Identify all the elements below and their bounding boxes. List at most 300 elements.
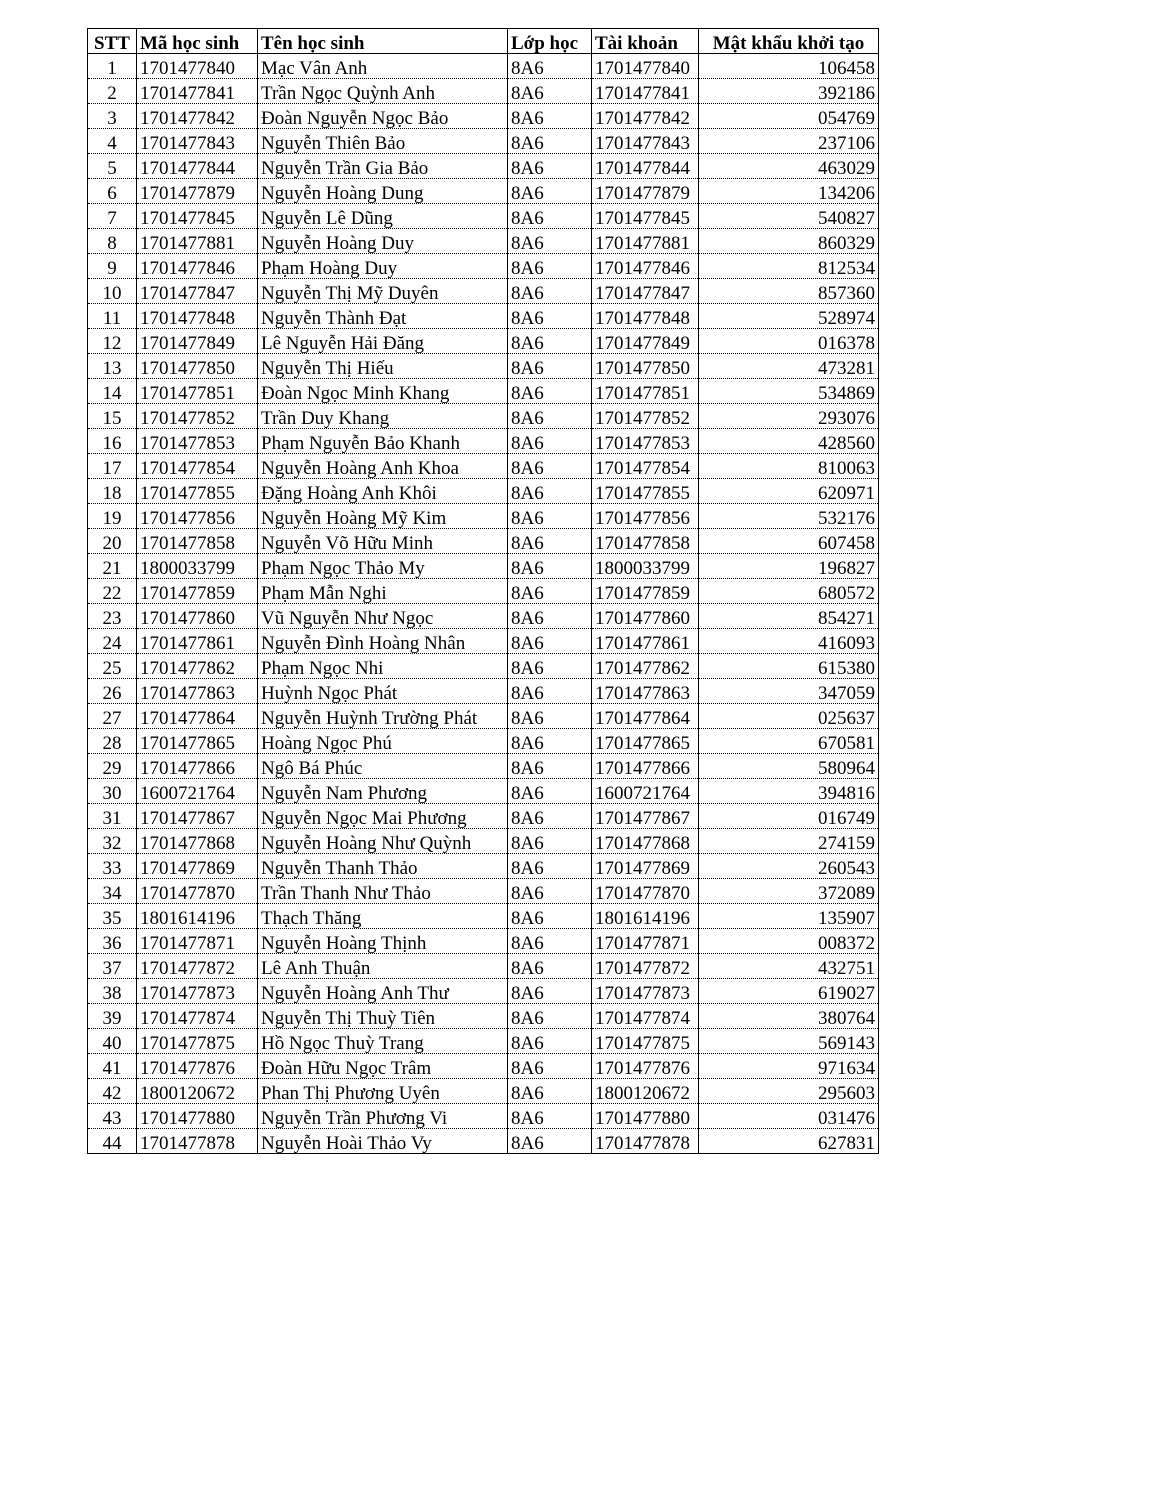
cell-stt: 2 bbox=[88, 79, 137, 104]
cell-student-id: 1701477847 bbox=[137, 279, 258, 304]
table-row bbox=[88, 1004, 879, 1029]
cell-student-id: 1701477879 bbox=[137, 179, 258, 204]
cell-initial-password: 025637 bbox=[699, 704, 879, 729]
cell-class: 8A6 bbox=[508, 329, 592, 354]
cell-student-name: Trần Thanh Như Thảo bbox=[258, 879, 508, 904]
cell-student-name: Nguyễn Hoàng Anh Khoa bbox=[258, 454, 508, 479]
cell-initial-password: 428560 bbox=[699, 429, 879, 454]
cell-account: 1701477847 bbox=[592, 279, 699, 304]
table-row bbox=[88, 1054, 879, 1079]
table-row bbox=[88, 979, 879, 1004]
cell-stt: 26 bbox=[88, 679, 137, 704]
cell-student-name: Nguyễn Võ Hữu Minh bbox=[258, 529, 508, 554]
cell-stt: 17 bbox=[88, 454, 137, 479]
cell-account: 1600721764 bbox=[592, 779, 699, 804]
cell-student-name: Trần Duy Khang bbox=[258, 404, 508, 429]
cell-student-id: 1701477854 bbox=[137, 454, 258, 479]
cell-initial-password: 854271 bbox=[699, 604, 879, 629]
cell-class: 8A6 bbox=[508, 579, 592, 604]
cell-class: 8A6 bbox=[508, 1129, 592, 1154]
cell-account: 1701477867 bbox=[592, 804, 699, 829]
cell-account: 1701477846 bbox=[592, 254, 699, 279]
cell-student-name: Phạm Ngọc Nhi bbox=[258, 654, 508, 679]
cell-student-id: 1701477856 bbox=[137, 504, 258, 529]
table-row bbox=[88, 604, 879, 629]
table-row bbox=[88, 779, 879, 804]
cell-student-id: 1800033799 bbox=[137, 554, 258, 579]
table-row bbox=[88, 704, 879, 729]
cell-class: 8A6 bbox=[508, 1004, 592, 1029]
cell-stt: 16 bbox=[88, 429, 137, 454]
header-account: Tài khoản bbox=[592, 29, 699, 54]
cell-account: 1701477840 bbox=[592, 54, 699, 79]
cell-student-id: 1701477841 bbox=[137, 79, 258, 104]
cell-student-name: Nguyễn Đình Hoàng Nhân bbox=[258, 629, 508, 654]
cell-student-name: Nguyễn Hoàng Duy bbox=[258, 229, 508, 254]
cell-initial-password: 135907 bbox=[699, 904, 879, 929]
cell-stt: 12 bbox=[88, 329, 137, 354]
cell-account: 1701477855 bbox=[592, 479, 699, 504]
cell-account: 1701477868 bbox=[592, 829, 699, 854]
cell-student-name: Đặng Hoàng Anh Khôi bbox=[258, 479, 508, 504]
cell-initial-password: 016749 bbox=[699, 804, 879, 829]
cell-account: 1701477871 bbox=[592, 929, 699, 954]
cell-class: 8A6 bbox=[508, 654, 592, 679]
cell-account: 1701477878 bbox=[592, 1129, 699, 1154]
cell-student-id: 1701477844 bbox=[137, 154, 258, 179]
cell-student-name: Nguyễn Trần Gia Bảo bbox=[258, 154, 508, 179]
cell-class: 8A6 bbox=[508, 479, 592, 504]
cell-account: 1701477864 bbox=[592, 704, 699, 729]
cell-initial-password: 392186 bbox=[699, 79, 879, 104]
cell-student-name: Lê Anh Thuận bbox=[258, 954, 508, 979]
cell-stt: 21 bbox=[88, 554, 137, 579]
cell-class: 8A6 bbox=[508, 229, 592, 254]
cell-initial-password: 054769 bbox=[699, 104, 879, 129]
cell-initial-password: 580964 bbox=[699, 754, 879, 779]
cell-student-name: Nguyễn Hoàng Dung bbox=[258, 179, 508, 204]
cell-student-name: Vũ Nguyễn Như Ngọc bbox=[258, 604, 508, 629]
cell-account: 1801614196 bbox=[592, 904, 699, 929]
cell-initial-password: 619027 bbox=[699, 979, 879, 1004]
cell-initial-password: 528974 bbox=[699, 304, 879, 329]
cell-initial-password: 295603 bbox=[699, 1079, 879, 1104]
cell-class: 8A6 bbox=[508, 254, 592, 279]
cell-student-id: 1701477870 bbox=[137, 879, 258, 904]
cell-student-name: Nguyễn Thành Đạt bbox=[258, 304, 508, 329]
cell-class: 8A6 bbox=[508, 879, 592, 904]
cell-student-id: 1701477875 bbox=[137, 1029, 258, 1054]
header-stt: STT bbox=[88, 29, 137, 54]
cell-student-id: 1701477871 bbox=[137, 929, 258, 954]
header-initial-password: Mật khẩu khởi tạo bbox=[699, 29, 879, 54]
table-row bbox=[88, 554, 879, 579]
cell-account: 1701477849 bbox=[592, 329, 699, 354]
cell-class: 8A6 bbox=[508, 1104, 592, 1129]
cell-account: 1701477874 bbox=[592, 1004, 699, 1029]
table-row bbox=[88, 229, 879, 254]
cell-initial-password: 569143 bbox=[699, 1029, 879, 1054]
cell-stt: 24 bbox=[88, 629, 137, 654]
cell-account: 1701477851 bbox=[592, 379, 699, 404]
cell-class: 8A6 bbox=[508, 404, 592, 429]
cell-stt: 3 bbox=[88, 104, 137, 129]
cell-class: 8A6 bbox=[508, 104, 592, 129]
cell-student-name: Ngô Bá Phúc bbox=[258, 754, 508, 779]
cell-initial-password: 347059 bbox=[699, 679, 879, 704]
header-row bbox=[88, 29, 879, 54]
cell-initial-password: 860329 bbox=[699, 229, 879, 254]
table-row bbox=[88, 1079, 879, 1104]
cell-student-name: Phan Thị Phương Uyên bbox=[258, 1079, 508, 1104]
cell-stt: 36 bbox=[88, 929, 137, 954]
cell-student-id: 1701477852 bbox=[137, 404, 258, 429]
cell-student-id: 1701477855 bbox=[137, 479, 258, 504]
cell-initial-password: 016378 bbox=[699, 329, 879, 354]
cell-class: 8A6 bbox=[508, 1054, 592, 1079]
cell-student-id: 1701477863 bbox=[137, 679, 258, 704]
cell-stt: 4 bbox=[88, 129, 137, 154]
cell-class: 8A6 bbox=[508, 504, 592, 529]
cell-stt: 6 bbox=[88, 179, 137, 204]
cell-student-name: Nguyễn Thị Mỹ Duyên bbox=[258, 279, 508, 304]
cell-student-name: Nguyễn Nam Phương bbox=[258, 779, 508, 804]
table-row bbox=[88, 1129, 879, 1154]
table-row bbox=[88, 204, 879, 229]
table-row bbox=[88, 329, 879, 354]
cell-student-id: 1701477845 bbox=[137, 204, 258, 229]
table-row bbox=[88, 929, 879, 954]
cell-stt: 38 bbox=[88, 979, 137, 1004]
cell-class: 8A6 bbox=[508, 54, 592, 79]
table-row bbox=[88, 154, 879, 179]
cell-class: 8A6 bbox=[508, 129, 592, 154]
table-row bbox=[88, 729, 879, 754]
cell-initial-password: 416093 bbox=[699, 629, 879, 654]
cell-class: 8A6 bbox=[508, 679, 592, 704]
cell-initial-password: 260543 bbox=[699, 854, 879, 879]
cell-student-id: 1701477867 bbox=[137, 804, 258, 829]
cell-student-name: Nguyễn Hoàng Mỹ Kim bbox=[258, 504, 508, 529]
cell-initial-password: 627831 bbox=[699, 1129, 879, 1154]
cell-class: 8A6 bbox=[508, 454, 592, 479]
cell-account: 1701477862 bbox=[592, 654, 699, 679]
cell-stt: 19 bbox=[88, 504, 137, 529]
table-row bbox=[88, 879, 879, 904]
cell-class: 8A6 bbox=[508, 804, 592, 829]
cell-account: 1701477873 bbox=[592, 979, 699, 1004]
cell-stt: 20 bbox=[88, 529, 137, 554]
cell-stt: 22 bbox=[88, 579, 137, 604]
cell-account: 1701477865 bbox=[592, 729, 699, 754]
cell-account: 1701477872 bbox=[592, 954, 699, 979]
cell-initial-password: 540827 bbox=[699, 204, 879, 229]
cell-account: 1701477845 bbox=[592, 204, 699, 229]
cell-initial-password: 134206 bbox=[699, 179, 879, 204]
cell-account: 1701477876 bbox=[592, 1054, 699, 1079]
cell-initial-password: 534869 bbox=[699, 379, 879, 404]
cell-student-id: 1701477850 bbox=[137, 354, 258, 379]
cell-student-id: 1701477881 bbox=[137, 229, 258, 254]
cell-student-id: 1701477853 bbox=[137, 429, 258, 454]
cell-student-id: 1701477876 bbox=[137, 1054, 258, 1079]
cell-account: 1701477844 bbox=[592, 154, 699, 179]
cell-initial-password: 971634 bbox=[699, 1054, 879, 1079]
cell-account: 1800033799 bbox=[592, 554, 699, 579]
cell-student-name: Hoàng Ngọc Phú bbox=[258, 729, 508, 754]
cell-stt: 43 bbox=[88, 1104, 137, 1129]
cell-initial-password: 670581 bbox=[699, 729, 879, 754]
cell-student-id: 1701477878 bbox=[137, 1129, 258, 1154]
cell-account: 1701477880 bbox=[592, 1104, 699, 1129]
cell-stt: 37 bbox=[88, 954, 137, 979]
table-row bbox=[88, 654, 879, 679]
cell-account: 1701477859 bbox=[592, 579, 699, 604]
header-student-id: Mã học sinh bbox=[137, 29, 258, 54]
table-row bbox=[88, 104, 879, 129]
table-row bbox=[88, 954, 879, 979]
cell-class: 8A6 bbox=[508, 929, 592, 954]
cell-stt: 10 bbox=[88, 279, 137, 304]
cell-account: 1701477852 bbox=[592, 404, 699, 429]
table-row bbox=[88, 254, 879, 279]
cell-initial-password: 008372 bbox=[699, 929, 879, 954]
cell-student-name: Nguyễn Thị Hiếu bbox=[258, 354, 508, 379]
cell-initial-password: 106458 bbox=[699, 54, 879, 79]
cell-student-id: 1701477866 bbox=[137, 754, 258, 779]
table-row bbox=[88, 804, 879, 829]
cell-stt: 5 bbox=[88, 154, 137, 179]
cell-student-name: Đoàn Hữu Ngọc Trâm bbox=[258, 1054, 508, 1079]
table-row bbox=[88, 379, 879, 404]
header-student-name: Tên học sinh bbox=[258, 29, 508, 54]
cell-account: 1701477843 bbox=[592, 129, 699, 154]
cell-student-id: 1701477864 bbox=[137, 704, 258, 729]
cell-stt: 7 bbox=[88, 204, 137, 229]
cell-stt: 39 bbox=[88, 1004, 137, 1029]
cell-student-name: Nguyễn Trần Phương Vi bbox=[258, 1104, 508, 1129]
cell-stt: 42 bbox=[88, 1079, 137, 1104]
cell-account: 1701477842 bbox=[592, 104, 699, 129]
cell-stt: 14 bbox=[88, 379, 137, 404]
cell-student-name: Phạm Ngọc Thảo My bbox=[258, 554, 508, 579]
table-row bbox=[88, 1029, 879, 1054]
cell-account: 1701477863 bbox=[592, 679, 699, 704]
table-row bbox=[88, 179, 879, 204]
cell-student-id: 1701477859 bbox=[137, 579, 258, 604]
cell-account: 1701477858 bbox=[592, 529, 699, 554]
table-row bbox=[88, 79, 879, 104]
table-row bbox=[88, 904, 879, 929]
table-row bbox=[88, 454, 879, 479]
cell-stt: 15 bbox=[88, 404, 137, 429]
cell-initial-password: 607458 bbox=[699, 529, 879, 554]
cell-student-name: Nguyễn Thiên Bảo bbox=[258, 129, 508, 154]
cell-student-name: Nguyễn Hoài Thảo Vy bbox=[258, 1129, 508, 1154]
cell-student-name: Thạch Thăng bbox=[258, 904, 508, 929]
cell-student-name: Nguyễn Ngọc Mai Phương bbox=[258, 804, 508, 829]
table-row bbox=[88, 1104, 879, 1129]
cell-student-id: 1701477860 bbox=[137, 604, 258, 629]
table-row bbox=[88, 854, 879, 879]
cell-student-id: 1701477865 bbox=[137, 729, 258, 754]
cell-initial-password: 372089 bbox=[699, 879, 879, 904]
table-row bbox=[88, 754, 879, 779]
cell-student-id: 1701477868 bbox=[137, 829, 258, 854]
cell-class: 8A6 bbox=[508, 954, 592, 979]
cell-stt: 34 bbox=[88, 879, 137, 904]
cell-class: 8A6 bbox=[508, 529, 592, 554]
table-row bbox=[88, 129, 879, 154]
cell-student-name: Nguyễn Huỳnh Trường Phát bbox=[258, 704, 508, 729]
cell-student-id: 1701477846 bbox=[137, 254, 258, 279]
table-row bbox=[88, 429, 879, 454]
cell-student-id: 1701477843 bbox=[137, 129, 258, 154]
cell-initial-password: 463029 bbox=[699, 154, 879, 179]
cell-student-name: Đoàn Nguyễn Ngọc Bảo bbox=[258, 104, 508, 129]
cell-stt: 32 bbox=[88, 829, 137, 854]
cell-initial-password: 380764 bbox=[699, 1004, 879, 1029]
table-body bbox=[88, 54, 879, 1154]
cell-initial-password: 615380 bbox=[699, 654, 879, 679]
cell-initial-password: 810063 bbox=[699, 454, 879, 479]
cell-student-name: Nguyễn Hoàng Như Quỳnh bbox=[258, 829, 508, 854]
cell-class: 8A6 bbox=[508, 779, 592, 804]
cell-class: 8A6 bbox=[508, 154, 592, 179]
cell-stt: 13 bbox=[88, 354, 137, 379]
cell-stt: 31 bbox=[88, 804, 137, 829]
cell-account: 1701477861 bbox=[592, 629, 699, 654]
cell-class: 8A6 bbox=[508, 704, 592, 729]
cell-account: 1701477841 bbox=[592, 79, 699, 104]
cell-initial-password: 394816 bbox=[699, 779, 879, 804]
cell-account: 1701477853 bbox=[592, 429, 699, 454]
cell-initial-password: 293076 bbox=[699, 404, 879, 429]
table-row bbox=[88, 629, 879, 654]
table-row bbox=[88, 829, 879, 854]
cell-class: 8A6 bbox=[508, 1029, 592, 1054]
cell-student-name: Nguyễn Lê Dũng bbox=[258, 204, 508, 229]
table-row bbox=[88, 479, 879, 504]
cell-student-name: Nguyễn Thanh Thảo bbox=[258, 854, 508, 879]
student-account-table bbox=[87, 28, 879, 1154]
cell-stt: 23 bbox=[88, 604, 137, 629]
cell-class: 8A6 bbox=[508, 629, 592, 654]
cell-stt: 30 bbox=[88, 779, 137, 804]
cell-stt: 11 bbox=[88, 304, 137, 329]
cell-student-id: 1701477861 bbox=[137, 629, 258, 654]
cell-student-id: 1800120672 bbox=[137, 1079, 258, 1104]
cell-student-name: Nguyễn Hoàng Thịnh bbox=[258, 929, 508, 954]
table-row bbox=[88, 404, 879, 429]
cell-class: 8A6 bbox=[508, 1079, 592, 1104]
cell-student-id: 1701477849 bbox=[137, 329, 258, 354]
table-row bbox=[88, 304, 879, 329]
cell-student-id: 1701477858 bbox=[137, 529, 258, 554]
cell-initial-password: 196827 bbox=[699, 554, 879, 579]
table-row bbox=[88, 679, 879, 704]
cell-student-id: 1701477874 bbox=[137, 1004, 258, 1029]
cell-account: 1701477860 bbox=[592, 604, 699, 629]
cell-stt: 28 bbox=[88, 729, 137, 754]
cell-stt: 40 bbox=[88, 1029, 137, 1054]
cell-class: 8A6 bbox=[508, 904, 592, 929]
table-row bbox=[88, 529, 879, 554]
cell-stt: 33 bbox=[88, 854, 137, 879]
cell-student-id: 1701477842 bbox=[137, 104, 258, 129]
cell-initial-password: 274159 bbox=[699, 829, 879, 854]
cell-student-name: Đoàn Ngọc Minh Khang bbox=[258, 379, 508, 404]
cell-stt: 8 bbox=[88, 229, 137, 254]
cell-class: 8A6 bbox=[508, 379, 592, 404]
cell-initial-password: 620971 bbox=[699, 479, 879, 504]
cell-account: 1701477856 bbox=[592, 504, 699, 529]
cell-initial-password: 432751 bbox=[699, 954, 879, 979]
cell-initial-password: 680572 bbox=[699, 579, 879, 604]
cell-student-name: Trần Ngọc Quỳnh Anh bbox=[258, 79, 508, 104]
cell-class: 8A6 bbox=[508, 829, 592, 854]
cell-student-id: 1701477869 bbox=[137, 854, 258, 879]
cell-student-id: 1701477848 bbox=[137, 304, 258, 329]
cell-student-name: Nguyễn Hoàng Anh Thư bbox=[258, 979, 508, 1004]
cell-class: 8A6 bbox=[508, 979, 592, 1004]
cell-student-id: 1801614196 bbox=[137, 904, 258, 929]
cell-stt: 35 bbox=[88, 904, 137, 929]
cell-class: 8A6 bbox=[508, 429, 592, 454]
cell-account: 1701477870 bbox=[592, 879, 699, 904]
cell-class: 8A6 bbox=[508, 179, 592, 204]
cell-student-name: Nguyễn Thị Thuỳ Tiên bbox=[258, 1004, 508, 1029]
cell-account: 1701477848 bbox=[592, 304, 699, 329]
cell-account: 1800120672 bbox=[592, 1079, 699, 1104]
cell-class: 8A6 bbox=[508, 554, 592, 579]
cell-class: 8A6 bbox=[508, 204, 592, 229]
table-row bbox=[88, 504, 879, 529]
cell-student-name: Phạm Nguyễn Bảo Khanh bbox=[258, 429, 508, 454]
cell-account: 1701477866 bbox=[592, 754, 699, 779]
cell-account: 1701477879 bbox=[592, 179, 699, 204]
cell-stt: 9 bbox=[88, 254, 137, 279]
cell-account: 1701477854 bbox=[592, 454, 699, 479]
cell-student-id: 1701477873 bbox=[137, 979, 258, 1004]
cell-initial-password: 473281 bbox=[699, 354, 879, 379]
table-row bbox=[88, 54, 879, 79]
cell-student-id: 1600721764 bbox=[137, 779, 258, 804]
table-row bbox=[88, 579, 879, 604]
cell-initial-password: 812534 bbox=[699, 254, 879, 279]
header-class: Lớp học bbox=[508, 29, 592, 54]
cell-initial-password: 237106 bbox=[699, 129, 879, 154]
cell-student-id: 1701477840 bbox=[137, 54, 258, 79]
cell-class: 8A6 bbox=[508, 79, 592, 104]
cell-student-id: 1701477872 bbox=[137, 954, 258, 979]
cell-student-name: Phạm Mẫn Nghi bbox=[258, 579, 508, 604]
cell-class: 8A6 bbox=[508, 354, 592, 379]
cell-student-name: Lê Nguyễn Hải Đăng bbox=[258, 329, 508, 354]
cell-student-id: 1701477862 bbox=[137, 654, 258, 679]
cell-class: 8A6 bbox=[508, 279, 592, 304]
cell-initial-password: 532176 bbox=[699, 504, 879, 529]
cell-student-name: Hồ Ngọc Thuỳ Trang bbox=[258, 1029, 508, 1054]
cell-stt: 1 bbox=[88, 54, 137, 79]
cell-class: 8A6 bbox=[508, 754, 592, 779]
cell-account: 1701477869 bbox=[592, 854, 699, 879]
cell-initial-password: 857360 bbox=[699, 279, 879, 304]
cell-class: 8A6 bbox=[508, 729, 592, 754]
table-row bbox=[88, 279, 879, 304]
cell-class: 8A6 bbox=[508, 304, 592, 329]
cell-stt: 18 bbox=[88, 479, 137, 504]
